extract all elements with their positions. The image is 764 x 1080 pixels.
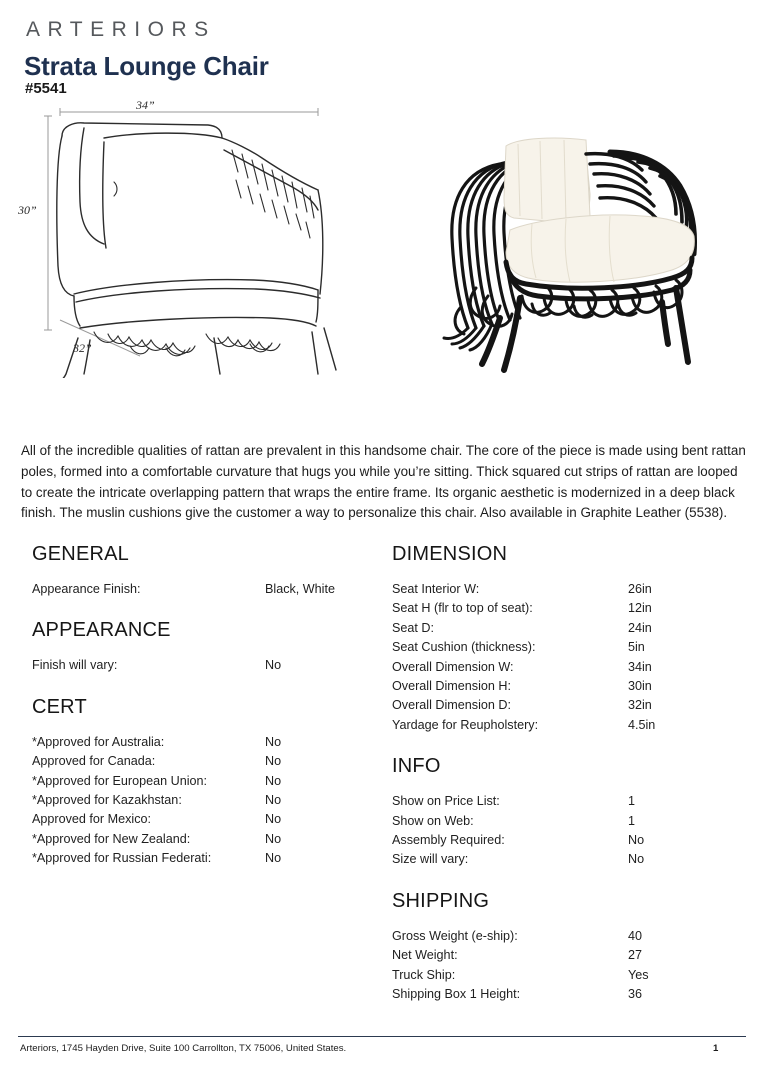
- spec-value: No: [265, 754, 282, 769]
- page-title: Strata Lounge Chair: [24, 51, 269, 81]
- spec-row: [32, 849, 382, 868]
- spec-section-cert: [32, 696, 382, 869]
- spec-value: 40: [628, 928, 643, 943]
- spec-label: *Approved for Australia:: [32, 734, 165, 749]
- spec-label: Assembly Required:: [392, 833, 505, 848]
- spec-section-dimension: [392, 543, 742, 735]
- spec-label: *Approved for Russian Federati:: [32, 851, 212, 866]
- spec-row: [392, 985, 742, 1004]
- product-photo: [414, 112, 754, 380]
- spec-value: 24in: [628, 620, 652, 635]
- spec-value: Yes: [628, 967, 649, 982]
- section-title-info: INFO: [392, 755, 441, 778]
- drawing-depth-label: 32”: [73, 341, 92, 355]
- spec-row: [392, 716, 742, 735]
- spec-value: 34in: [628, 659, 652, 674]
- spec-value: 27: [628, 948, 643, 963]
- spec-label: Show on Web:: [392, 813, 474, 828]
- spec-section-info: [392, 755, 742, 870]
- spec-value: 1: [628, 813, 636, 828]
- spec-row: [392, 677, 742, 696]
- spec-label: Overall Dimension H:: [392, 679, 511, 694]
- spec-column-left: [32, 543, 382, 869]
- drawing-height-label: 30”: [18, 203, 37, 217]
- spec-value: No: [265, 658, 282, 673]
- spec-row: [392, 812, 742, 831]
- spec-value: No: [265, 831, 282, 846]
- spec-row: [32, 656, 382, 675]
- section-title-dimension: DIMENSION: [392, 543, 508, 565]
- spec-section-shipping: [392, 890, 742, 1005]
- product-description: All of the incredible qualities of rattan are prevalent in this handsome chair. The core of the piece is made using bent rattan poles, formed into a comfortable curvature that hugs you while you’re sitting. Thick squared cut strips of rattan are looped to create the intricate overlapping pattern that wraps the entire frame. Its organic aesthetic is modernized in a deep black finish. The muslin cushions give the customer a way to personalize this chair. Also available in Graphite Leather (5538).: [21, 443, 746, 521]
- spec-section-appearance: [32, 619, 382, 675]
- section-title-cert: CERT: [32, 695, 87, 718]
- spec-column-right: [392, 543, 742, 1005]
- spec-value: 32in: [628, 698, 652, 713]
- spec-row: [392, 946, 742, 965]
- spec-value: No: [265, 793, 282, 808]
- spec-row: [32, 752, 382, 771]
- spec-row: [392, 927, 742, 946]
- spec-value: 4.5in: [628, 717, 656, 732]
- spec-label: Gross Weight (e-ship):: [392, 928, 518, 943]
- spec-label: Finish will vary:: [32, 658, 118, 673]
- spec-label: Seat Interior W:: [392, 582, 480, 596]
- spec-label: Appearance Finish:: [32, 582, 141, 596]
- spec-label: Yardage for Reupholstery:: [392, 717, 539, 732]
- spec-label: Truck Ship:: [392, 967, 456, 982]
- spec-value: No: [265, 812, 282, 827]
- spec-label: Seat D:: [392, 620, 434, 635]
- spec-row: [32, 810, 382, 829]
- spec-label: Size will vary:: [392, 852, 469, 867]
- spec-value: No: [628, 833, 645, 848]
- spec-label: Overall Dimension W:: [392, 659, 514, 674]
- spec-row: [32, 733, 382, 752]
- spec-row: [32, 830, 382, 849]
- spec-section-general: [32, 543, 382, 599]
- spec-row: [392, 599, 742, 618]
- spec-label: Overall Dimension D:: [392, 698, 511, 713]
- spec-row: [392, 850, 742, 869]
- spec-label: *Approved for New Zealand:: [32, 831, 191, 846]
- spec-value: 26in: [628, 582, 652, 596]
- spec-row: [32, 580, 382, 599]
- spec-value: 36: [628, 987, 643, 1002]
- spec-row: [392, 792, 742, 811]
- product-photo-svg: [414, 112, 754, 380]
- spec-row: [392, 966, 742, 985]
- spec-value: No: [265, 851, 282, 866]
- spec-value: No: [628, 852, 645, 867]
- spec-label: Shipping Box 1 Height:: [392, 987, 521, 1002]
- footer-divider: [18, 1036, 746, 1037]
- spec-value: 5in: [628, 640, 645, 655]
- section-title-shipping: SHIPPING: [392, 889, 490, 912]
- product-sku: #5541: [25, 80, 67, 97]
- spec-row: [392, 831, 742, 850]
- spec-value: 30in: [628, 679, 652, 694]
- spec-value: No: [265, 734, 282, 749]
- spec-label: Approved for Mexico:: [32, 812, 151, 827]
- spec-row: [392, 638, 742, 657]
- chair-line-drawing-svg: [18, 98, 368, 378]
- spec-label: *Approved for Kazakhstan:: [32, 793, 182, 808]
- spec-value: No: [265, 773, 282, 788]
- spec-label: Net Weight:: [392, 948, 458, 963]
- spec-row: [392, 580, 742, 599]
- spec-label: Seat H (flr to top of seat):: [392, 601, 533, 616]
- spec-row: [32, 791, 382, 810]
- footer-address: Arteriors, 1745 Hayden Drive, Suite 100 Carrollton, TX 75006, United States.: [20, 1043, 347, 1054]
- footer-page-number: 1: [713, 1043, 719, 1054]
- spec-value: Black, White: [265, 582, 335, 596]
- spec-value: 12in: [628, 601, 652, 616]
- spec-row: [392, 696, 742, 715]
- section-title-general: GENERAL: [32, 543, 129, 565]
- spec-label: *Approved for European Union:: [32, 773, 208, 788]
- spec-row: [32, 772, 382, 791]
- spec-label: Approved for Canada:: [32, 754, 156, 769]
- spec-value: 1: [628, 794, 636, 809]
- section-title-appearance: APPEARANCE: [32, 619, 171, 642]
- brand-wordmark: ARTERIORS: [26, 18, 216, 41]
- spec-row: [392, 658, 742, 677]
- spec-label: Seat Cushion (thickness):: [392, 640, 536, 655]
- chair-line-drawing: [18, 98, 368, 378]
- spec-row: [392, 619, 742, 638]
- spec-label: Show on Price List:: [392, 794, 500, 809]
- drawing-width-label: 34”: [136, 98, 155, 112]
